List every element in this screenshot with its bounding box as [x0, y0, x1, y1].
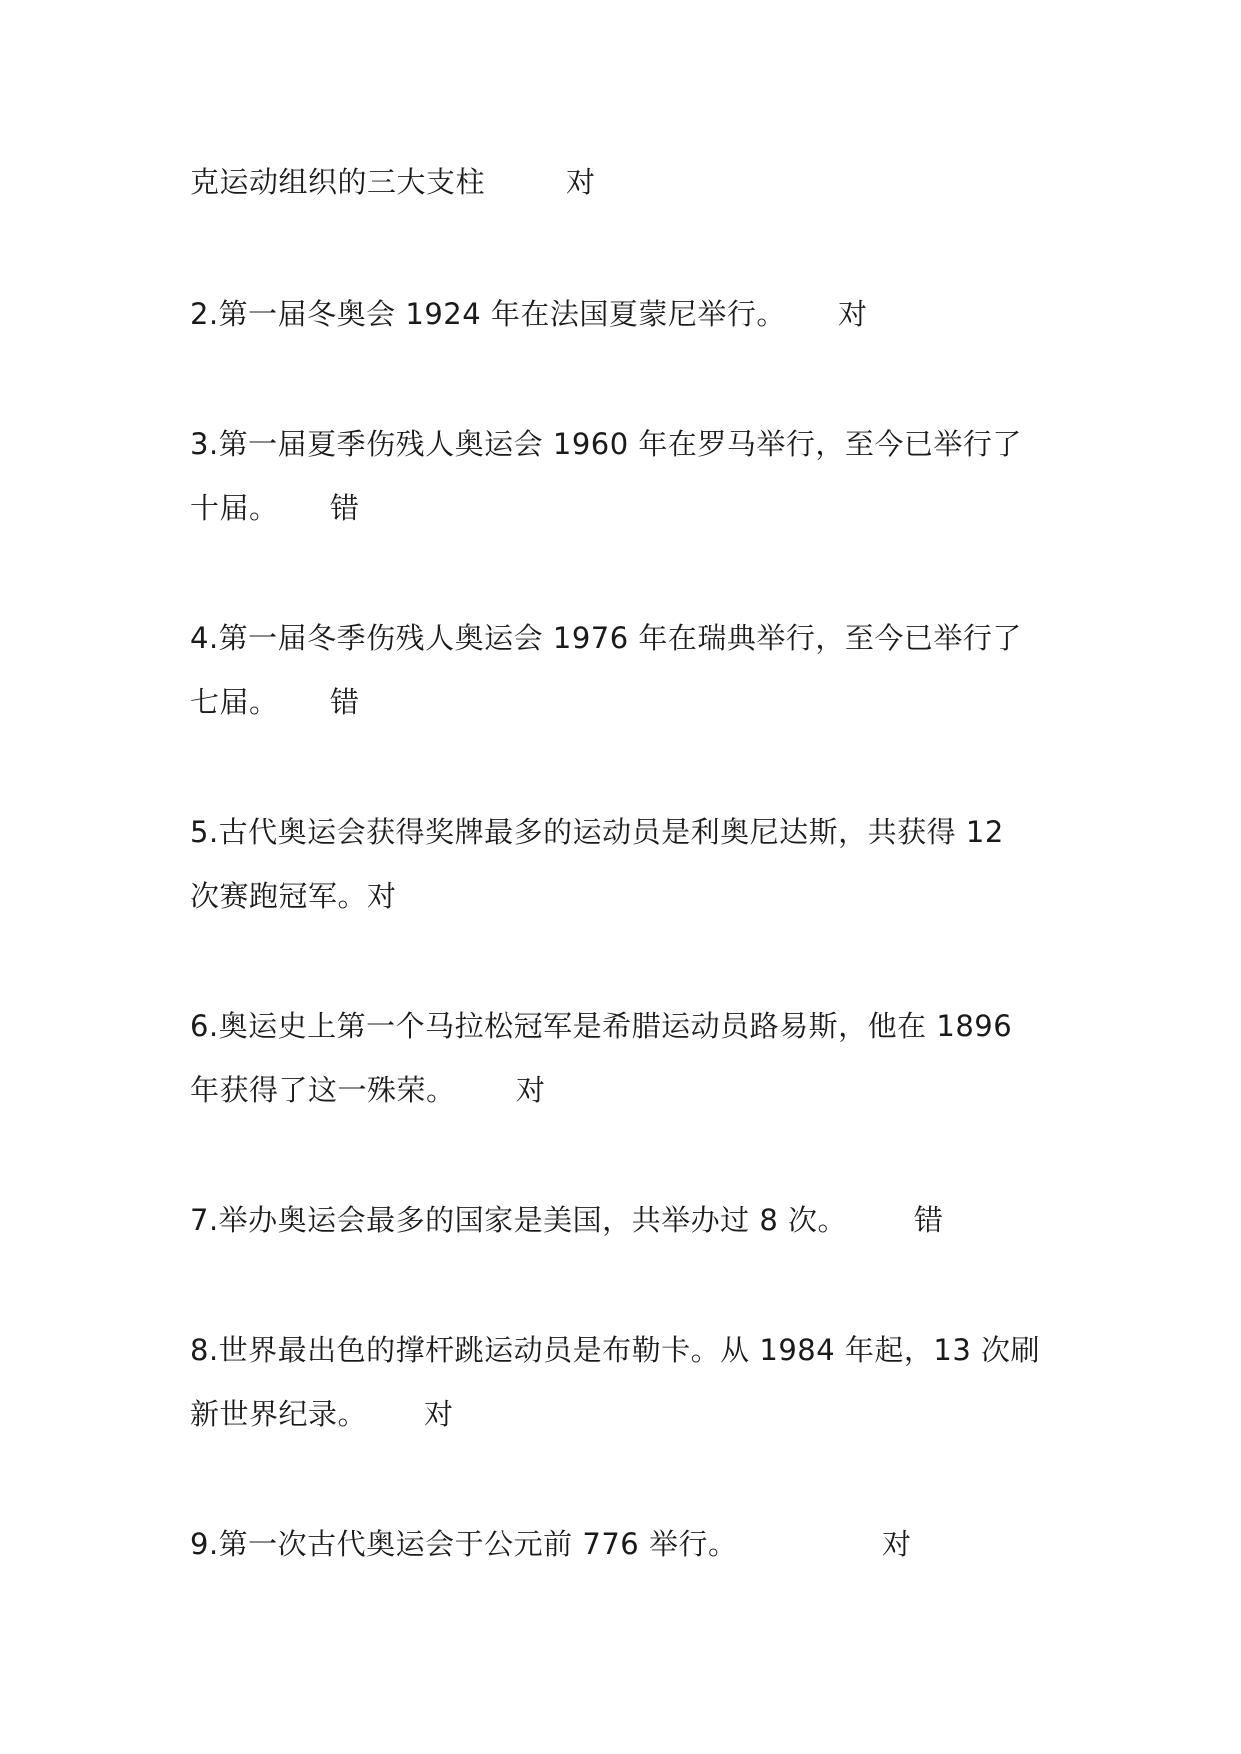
- item-8-line-2: 新世界纪录。: [190, 1397, 368, 1431]
- item-6-line-2: 年获得了这一殊荣。: [190, 1073, 456, 1107]
- item-3-line-1: 3.第一届夏季伤残人奥运会 1960 年在罗马举行，至今已举行了: [190, 427, 1022, 461]
- item-6-answer: 对: [516, 1073, 546, 1107]
- item-7-answer: 错: [914, 1203, 944, 1237]
- item-7-line-1: 7.举办奥运会最多的国家是美国，共举办过 8 次。: [190, 1203, 848, 1237]
- item-9-line-1: 9.第一次古代奥运会于公元前 776 举行。: [190, 1527, 738, 1561]
- item-1-answer: 对: [566, 165, 596, 199]
- item-3-line-2: 十届。: [190, 491, 279, 525]
- item-4-line-2: 七届。: [190, 685, 279, 719]
- item-2-answer: 对: [838, 297, 868, 331]
- item-1-line-1: 克运动组织的三大支柱: [190, 165, 486, 199]
- item-6-line-1: 6.奥运史上第一个马拉松冠军是希腊运动员路易斯，他在 1896: [190, 1009, 1013, 1043]
- item-8-line-1: 8.世界最出色的撑杆跳运动员是布勒卡。从 1984 年起，13 次刷: [190, 1333, 1041, 1367]
- item-5-line-2: 次赛跑冠军。对: [190, 879, 397, 913]
- item-9-answer: 对: [882, 1527, 912, 1561]
- item-5-line-1: 5.古代奥运会获得奖牌最多的运动员是利奥尼达斯，共获得 12: [190, 815, 1004, 849]
- item-3-answer: 错: [330, 491, 360, 525]
- item-4-answer: 错: [330, 685, 360, 719]
- item-2-line-1: 2.第一届冬奥会 1924 年在法国夏蒙尼举行。: [190, 297, 786, 331]
- item-4-line-1: 4.第一届冬季伤残人奥运会 1976 年在瑞典举行，至今已举行了: [190, 621, 1022, 655]
- item-8-answer: 对: [424, 1397, 454, 1431]
